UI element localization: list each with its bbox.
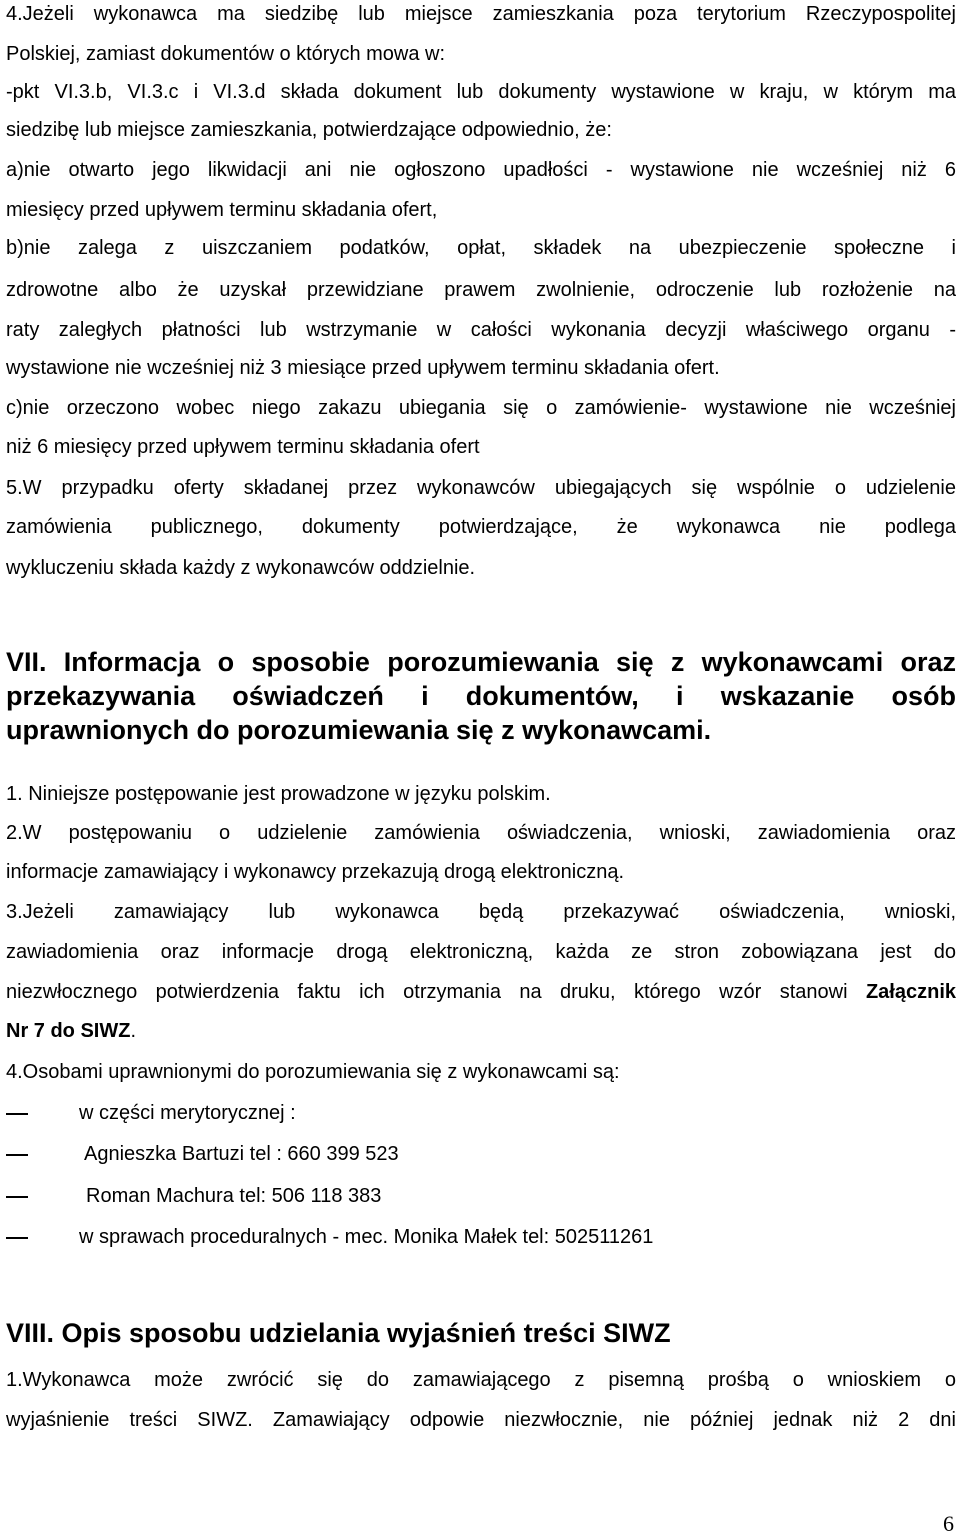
vii-p1: 1. Niniejsze postępowanie jest prowadzone w języku polskim. xyxy=(6,783,551,805)
contact-item: w części merytorycznej : xyxy=(79,1102,296,1124)
dash-bullet-icon xyxy=(6,1237,28,1239)
page-number: 6 xyxy=(943,1511,954,1536)
vi-p4-line1: 4.Jeżeli wykonawca ma siedzibę lub miejsce zamieszkania poza terytorium Rzeczypospolitej xyxy=(6,3,956,25)
vii-p3-line1: 3.Jeżeli zamawiający lub wykonawca będą przekazywać oświadczenia, wnioski, xyxy=(6,901,956,923)
dash-bullet-icon xyxy=(6,1196,28,1198)
vii-p3-line3-text: niezwłocznego potwierdzenia faktu ich otrzymania na druku, którego wzór stanowi xyxy=(6,981,866,1003)
vi-a-line2: miesięcy przed upływem terminu składania ofert, xyxy=(6,199,438,221)
vi-c-line2: niż 6 miesięcy przed upływem terminu składania ofert xyxy=(6,436,480,458)
section-viii-heading: VIII. Opis sposobu udzielania wyjaśnień treści SIWZ xyxy=(6,1318,671,1348)
vi-b-line1: b)nie zalega z uiszczaniem podatków, opłat, składek na ubezpieczenie społeczne i xyxy=(6,237,956,259)
vi-p5-line2: zamówienia publicznego, dokumenty potwierdzające, że wykonawca nie podlega xyxy=(6,516,956,538)
viii-p1-line2: wyjaśnienie treści SIWZ. Zamawiający odpowie niezwłocznie, nie później jednak niż 2 dni xyxy=(6,1409,956,1431)
attachment-reference: Załącznik xyxy=(865,981,956,1003)
vi-p4-line2: Polskiej, zamiast dokumentów o których mowa w: xyxy=(6,43,446,65)
attachment-number: Nr 7 do SIWZ xyxy=(6,1020,131,1042)
vi-b-line3: raty zaległych płatności lub wstrzymanie w całości wykonania decyzji właściwego organu - xyxy=(6,319,956,341)
dash-bullet-icon xyxy=(6,1154,28,1156)
contact-item: Roman Machura tel: 506 118 383 xyxy=(86,1185,382,1207)
vi-b-line2: zdrowotne albo że uzyskał przewidziane prawem zwolnienie, odroczenie lub rozłożenie na xyxy=(6,279,956,301)
vii-p3-line4 xyxy=(6,1019,956,1043)
vii-p3-line2: zawiadomienia oraz informacje drogą elektroniczną, każda ze stron zobowiązana jest do xyxy=(6,941,956,963)
section-vii-heading-line3: uprawnionych do porozumiewania się z wykonawcami. xyxy=(6,715,712,745)
vi-b-line4: wystawione nie wcześniej niż 3 miesiące przed upływem terminu składania ofert. xyxy=(6,357,720,379)
vii-p4: 4.Osobami uprawnionymi do porozumiewania się z wykonawcami są: xyxy=(6,1061,620,1083)
contact-item: w sprawach proceduralnych - mec. Monika Małek tel: 502511261 xyxy=(79,1226,654,1248)
contact-item: Agnieszka Bartuzi tel : 660 399 523 xyxy=(84,1143,399,1165)
section-vii-heading-line2: przekazywania oświadczeń i dokumentów, i wskazanie osób xyxy=(6,681,956,711)
dash-bullet-icon xyxy=(6,1113,28,1115)
vi-a-line1: a)nie otwarto jego likwidacji ani nie ogłoszono upadłości - wystawione nie wcześniej niż 6 xyxy=(6,159,956,181)
section-vii-heading-line1: VII. Informacja o sposobie porozumiewania się z wykonawcami oraz xyxy=(6,647,956,677)
vii-p2-line2: informacje zamawiający i wykonawcy przekazują drogą elektroniczną. xyxy=(6,861,625,883)
vi-p5-line1: 5.W przypadku oferty składanej przez wykonawców ubiegających się wspólnie o udzielenie xyxy=(6,477,956,499)
vi-p4-line4: siedzibę lub miejsce zamieszkania, potwierdzające odpowiednio, że: xyxy=(6,119,612,141)
vi-p4-line3: -pkt VI.3.b, VI.3.c i VI.3.d składa dokument lub dokumenty wystawione w kraju, w którym ma xyxy=(6,81,956,103)
vii-p2-line1: 2.W postępowaniu o udzielenie zamówienia oświadczenia, wnioski, zawiadomienia oraz xyxy=(6,822,956,844)
vii-p3-line3 xyxy=(6,980,956,1004)
vii-p3-line4-end: . xyxy=(130,1020,137,1042)
vi-c-line1: c)nie orzeczono wobec niego zakazu ubiegania się o zamówienie- wystawione nie wcześniej xyxy=(6,397,956,419)
vi-p5-line3: wykluczeniu składa każdy z wykonawców oddzielnie. xyxy=(6,557,476,579)
viii-p1-line1: 1.Wykonawca może zwrócić się do zamawiającego z pisemną prośbą o wnioskiem o xyxy=(6,1369,956,1391)
